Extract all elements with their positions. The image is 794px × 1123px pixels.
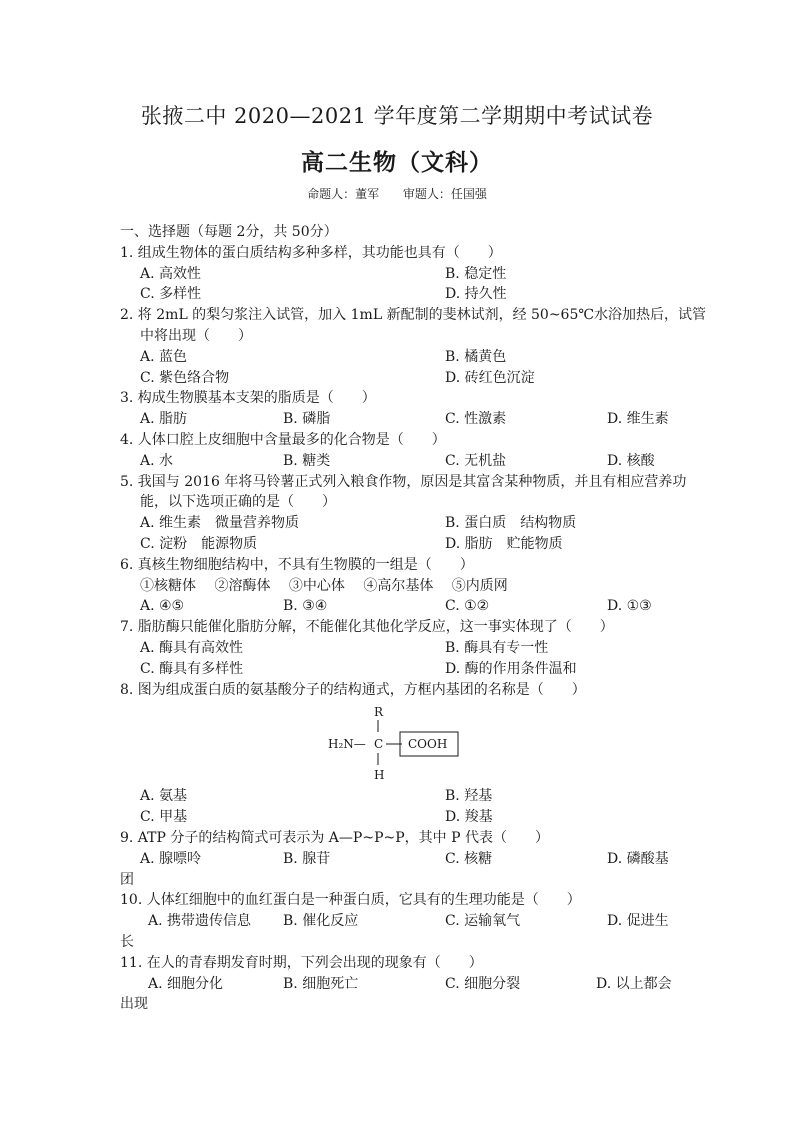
question-7-options-row-1 [120, 638, 680, 659]
question-8-options-row-1 [120, 786, 680, 807]
question-8-stem: 8. 图为组成蛋白质的氨基酸分子的结构通式，方框内基团的名称是（ ） [120, 681, 586, 698]
question-10-options [120, 911, 680, 932]
option-b[interactable]: B. 细胞死亡 [283, 975, 359, 992]
question-2-stem: 2. 将 2mL 的梨匀浆注入试管，加入 1mL 新配制的斐林试剂，经 50~65℃水浴加热后，试管 [120, 307, 707, 324]
question-7-options-row-2 [120, 659, 680, 680]
question-11-wrap: 出现 [120, 996, 148, 1013]
question-9-options [120, 849, 680, 870]
option-a[interactable]: A. 酶具有高效性 [140, 639, 244, 656]
question-3-stem: 3. 构成生物膜基本支架的脂质是（ ） [120, 390, 376, 407]
question-1-options-row-1 [120, 264, 680, 285]
question-4-stem: 4. 人体口腔上皮细胞中含量最多的化合物是（ ） [120, 431, 446, 448]
question-11-options [120, 974, 680, 995]
option-c[interactable]: C. 无机盐 [445, 452, 507, 469]
carboxyl-label: COOH [408, 737, 448, 752]
option-b[interactable]: B. 橘黄色 [445, 348, 507, 365]
byline [0, 185, 794, 202]
setter-label: 命题人：董军 [307, 187, 380, 201]
option-a[interactable]: A. 维生素 微量营养物质 [140, 515, 300, 532]
option-b[interactable]: B. 磷脂 [283, 411, 331, 428]
reviewer-label: 审题人：任国强 [402, 187, 487, 201]
option-b[interactable]: B. ③④ [283, 598, 328, 615]
option-c[interactable]: C. 甲基 [140, 809, 188, 826]
option-a[interactable]: A. 蓝色 [140, 348, 188, 365]
option-b[interactable]: B. 糖类 [283, 452, 331, 469]
structure-formula [320, 702, 470, 784]
question-2-stem-cont: 中将出现（ ） [140, 327, 252, 344]
option-a[interactable]: A. 脂肪 [140, 411, 188, 428]
option-a[interactable]: A. 细胞分化 [148, 975, 224, 992]
question-2-options-row-2 [120, 368, 680, 389]
option-d[interactable]: D. ①③ [607, 598, 652, 615]
amino-acid-structure-diagram [120, 702, 680, 784]
option-d[interactable]: D. 羧基 [445, 809, 493, 826]
option-c[interactable]: C. 酶具有多样性 [140, 660, 244, 677]
question-1-stem: 1. 组成生物体的蛋白质结构多种多样，其功能也具有（ ） [120, 244, 502, 261]
question-11-stem: 11. 在人的青春期发育时期，下列会出现的现象有（ ） [120, 954, 483, 971]
option-a[interactable]: A. 腺嘌呤 [140, 850, 202, 867]
question-8-options-row-2 [120, 807, 680, 828]
section-heading: 一、选择题（每题 2分，共 50分） [120, 224, 338, 240]
question-9-wrap: 团 [120, 871, 134, 888]
question-2-options-row-1 [120, 347, 680, 368]
option-d[interactable]: D. 维生素 [607, 411, 669, 428]
question-7-stem: 7. 脂肪酶只能催化脂肪分解，不能催化其他化学反应，这一事实体现了（ ） [120, 619, 614, 636]
question-3-options [120, 409, 680, 430]
question-10-wrap: 长 [120, 933, 134, 950]
option-b[interactable]: B. 稳定性 [445, 265, 507, 282]
option-b[interactable]: B. 酶具有专一性 [445, 639, 549, 656]
option-b[interactable]: B. 腺苷 [283, 850, 331, 867]
option-d[interactable]: D. 酶的作用条件温和 [445, 660, 577, 677]
question-list [120, 222, 707, 1015]
option-c[interactable]: C. 运输氧气 [445, 913, 521, 930]
option-d[interactable]: D. 核酸 [607, 452, 655, 469]
option-a[interactable]: A. 水 [140, 452, 174, 469]
option-d[interactable]: D. 促进生 [607, 913, 669, 930]
option-a[interactable]: A. 携带遗传信息 [148, 913, 252, 930]
exam-subtitle: 高二生物（文科） [301, 149, 493, 176]
option-d[interactable]: D. 以上都会 [596, 975, 672, 992]
option-c[interactable]: C. ①② [445, 598, 490, 615]
option-a[interactable]: A. 高效性 [140, 265, 202, 282]
hydrogen-label: H [374, 768, 385, 783]
question-6-items: ①核糖体 ②溶酶体 ③中心体 ④高尔基体 ⑤内质网 [140, 577, 508, 594]
option-b[interactable]: B. 羟基 [445, 788, 493, 805]
option-c[interactable]: C. 多样性 [140, 286, 202, 303]
question-5-options-row-1 [120, 513, 680, 534]
option-d[interactable]: D. 砖红色沉淀 [445, 369, 535, 386]
r-group-label: R [374, 705, 384, 720]
amino-group-label: H₂N— [328, 737, 366, 752]
option-c[interactable]: C. 性激素 [445, 411, 507, 428]
option-b[interactable]: B. 蛋白质 结构物质 [445, 515, 577, 532]
question-6-options [120, 596, 680, 617]
question-1-options-row-2 [120, 284, 680, 305]
question-5-stem: 5. 我国与 2016 年将马铃薯正式列入粮食作物，原因是其富含某种物质，并且有相应营养功 [120, 473, 687, 490]
option-d[interactable]: D. 持久性 [445, 286, 507, 303]
question-5-options-row-2 [120, 534, 680, 555]
option-a[interactable]: A. ④⑤ [140, 598, 185, 615]
question-4-options [120, 451, 680, 472]
exam-title: 张掖二中 2020—2021 学年度第二学期期中考试试卷 [140, 104, 654, 128]
option-c[interactable]: C. 核糖 [445, 850, 493, 867]
option-c[interactable]: C. 淀粉 能源物质 [140, 535, 258, 552]
central-carbon-label: C [374, 737, 384, 752]
question-10-stem: 10. 人体红细胞中的血红蛋白是一种蛋白质，它具有的生理功能是（ ） [120, 892, 581, 909]
option-d[interactable]: D. 脂肪 贮能物质 [445, 535, 563, 552]
option-c[interactable]: C. 细胞分裂 [445, 975, 521, 992]
option-a[interactable]: A. 氨基 [140, 788, 188, 805]
option-d[interactable]: D. 磷酸基 [607, 850, 669, 867]
option-b[interactable]: B. 催化反应 [283, 913, 359, 930]
question-6-stem: 6. 真核生物细胞结构中，不具有生物膜的一组是（ ） [120, 556, 474, 573]
question-9-stem: 9. ATP 分子的结构简式可表示为 A—P~P~P，其中 P 代表（ ） [120, 829, 549, 846]
option-c[interactable]: C. 紫色络合物 [140, 369, 230, 386]
question-5-stem-cont: 能，以下选项正确的是（ ） [140, 494, 336, 511]
